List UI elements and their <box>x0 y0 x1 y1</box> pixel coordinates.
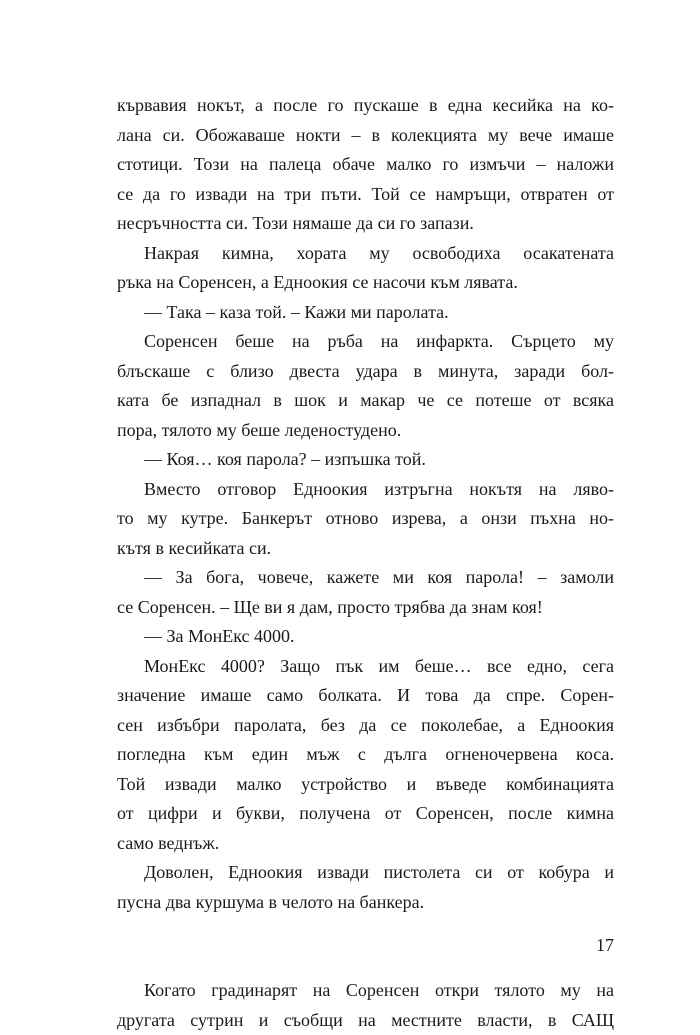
text-line: от цифри и букви, получена от Соренсен, после кимна <box>117 799 614 829</box>
text-line: ката бе изпаднал в шок и макар че се потеше от всяка <box>117 386 614 416</box>
section-break <box>117 917 614 976</box>
text-line: — За МонЕкс 4000. <box>117 622 614 652</box>
paragraph <box>117 445 614 475</box>
paragraph <box>117 239 614 298</box>
paragraph <box>117 858 614 917</box>
text-line: другата сутрин и съобщи на местните власти, в САЩ <box>117 1006 614 1035</box>
text-line: блъскаше с близо двеста удара в минута, заради бол- <box>117 357 614 387</box>
text-line: Соренсен беше на ръба на инфаркта. Сърцето му <box>117 327 614 357</box>
paragraph <box>117 91 614 239</box>
paragraph <box>117 976 614 1035</box>
text-line: ръка на Соренсен, а Едноокия се насочи към лявата. <box>117 268 614 298</box>
page-number: 17 <box>596 934 614 956</box>
text-line: кървавия нокът, а после го пускаше в една кесийка на ко- <box>117 91 614 121</box>
text-line: МонЕкс 4000? Защо пък им беше… все едно, сега <box>117 652 614 682</box>
text-line: Вместо отговор Едноокия изтръгна нокътя на ляво- <box>117 475 614 505</box>
text-line: то му кутре. Банкерът отново изрева, а онзи пъхна но- <box>117 504 614 534</box>
text-line: погледна към един мъж с дълга огненочервена коса. <box>117 740 614 770</box>
paragraph <box>117 475 614 564</box>
text-line: — Коя… коя парола? – изпъшка той. <box>117 445 614 475</box>
paragraph <box>117 298 614 328</box>
text-line: — За бога, човече, кажете ми коя парола! – замоли <box>117 563 614 593</box>
text-line: — Така – каза той. – Кажи ми паролата. <box>117 298 614 328</box>
text-line: кътя в кесийката си. <box>117 534 614 564</box>
text-line: Доволен, Едноокия извади пистолета си от кобура и <box>117 858 614 888</box>
paragraph <box>117 327 614 445</box>
text-line: Той извади малко устройство и въведе комбинацията <box>117 770 614 800</box>
paragraph <box>117 563 614 622</box>
text-line: се да го извади на три пъти. Той се намръщи, отвратен от <box>117 180 614 210</box>
paragraph <box>117 652 614 859</box>
text-line: несръчността си. Този нямаше да си го запази. <box>117 209 614 239</box>
text-line: само веднъж. <box>117 829 614 859</box>
text-line: сен избъбри паролата, без да се поколебае, а Едноокия <box>117 711 614 741</box>
text-line: лана си. Обожаваше нокти – в колекцията му вече имаше <box>117 121 614 151</box>
paragraph <box>117 622 614 652</box>
text-line: стотици. Този на палеца обаче малко го измъчи – наложи <box>117 150 614 180</box>
body-text <box>117 91 614 1035</box>
text-line: значение имаше само болката. И това да спре. Сорен- <box>117 681 614 711</box>
text-line: Когато градинарят на Соренсен откри тялото му на <box>117 976 614 1006</box>
text-line: пусна два куршума в челото на банкера. <box>117 888 614 918</box>
text-line: пора, тялото му беше леденостудено. <box>117 416 614 446</box>
text-line: се Соренсен. – Ще ви я дам, просто трябва да знам коя! <box>117 593 614 623</box>
text-line: Накрая кимна, хората му освободиха осакатената <box>117 239 614 269</box>
